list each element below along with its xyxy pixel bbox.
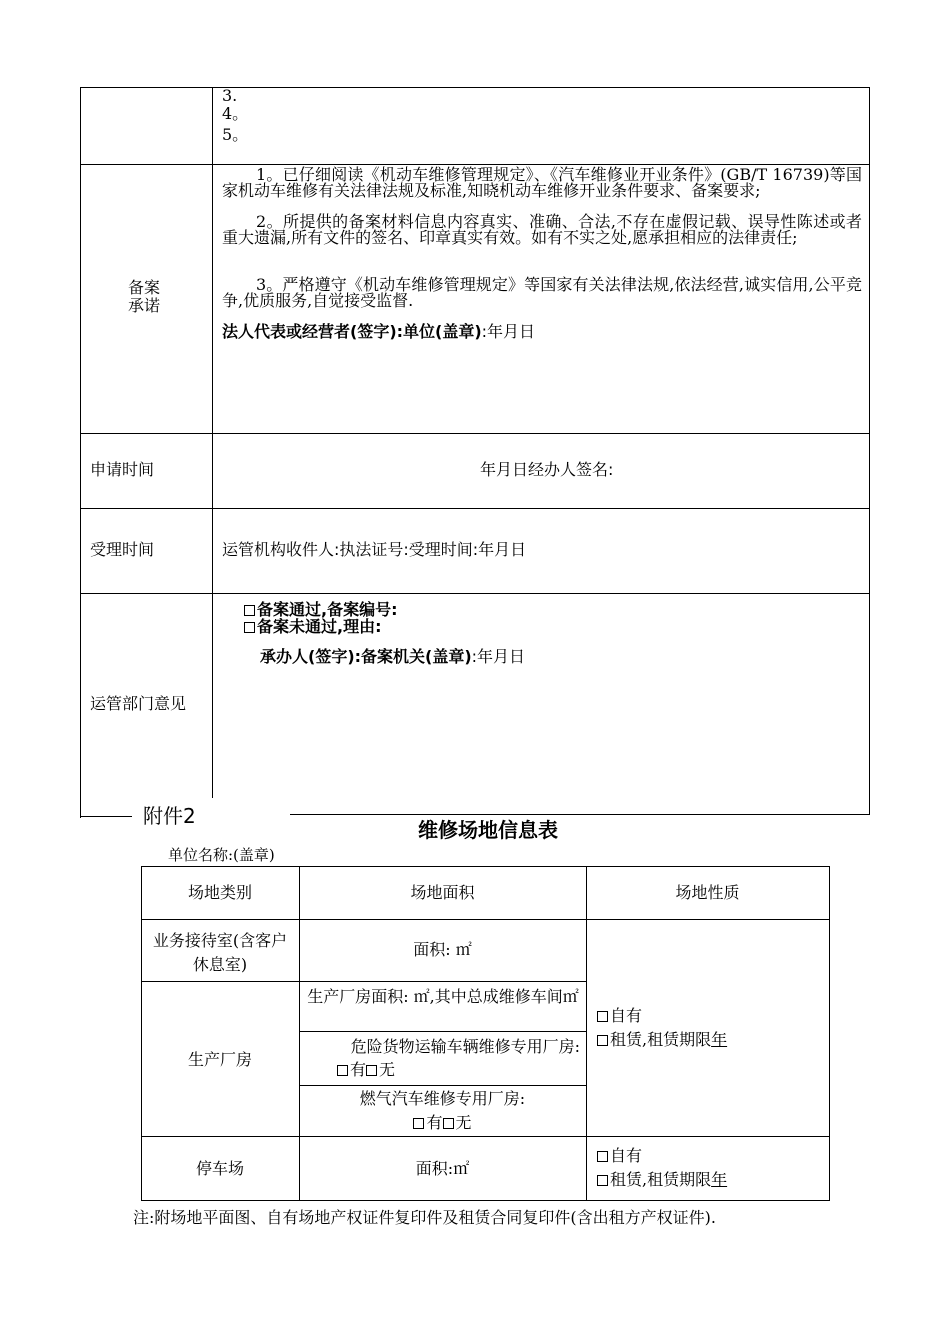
parking-lease-option[interactable] bbox=[597, 1171, 727, 1189]
option-label: 备案未通过,理由: bbox=[257, 617, 382, 636]
checkbox[interactable] bbox=[597, 1175, 608, 1186]
apply-time-label: 申请时间 bbox=[90, 460, 155, 479]
option-label: 租赁,租赁期限 bbox=[610, 1170, 712, 1189]
list-item: 4。 bbox=[222, 104, 249, 123]
checkbox[interactable] bbox=[337, 1065, 348, 1076]
promise-item: 1。已仔细阅读《机动车维修管理规定》、《汽车维修业开业条件》(GB/T 16739)等国家机动车维修有关法律法规及标准,知晓机动车维修开业条件要求、备案要求; bbox=[222, 165, 862, 200]
table-border bbox=[299, 866, 300, 1201]
checkbox[interactable] bbox=[597, 1035, 608, 1046]
table-border bbox=[141, 1200, 830, 1201]
column-header: 场地类别 bbox=[187, 883, 252, 902]
table-border bbox=[80, 593, 870, 594]
signature-bold: 承办人(签字):备案机关(盖章) bbox=[260, 647, 472, 666]
option-label: 有 bbox=[426, 1113, 443, 1132]
nature-own-option[interactable] bbox=[597, 1007, 642, 1025]
hazmat-text: 危险货物运输车辆维修专用厂房: bbox=[350, 1037, 580, 1056]
table-border bbox=[141, 866, 830, 867]
lease-year: 年 bbox=[711, 1170, 728, 1189]
list-item: 5。 bbox=[222, 125, 249, 144]
promise-item: 3。严格遵守《机动车维修管理规定》等国家有关法律法规,依法经营,诚实信用,公平竞争,优质服务,自觉接受监督. bbox=[222, 275, 862, 310]
nature-lease-option[interactable] bbox=[597, 1031, 727, 1049]
checkbox[interactable] bbox=[244, 622, 255, 633]
table-border bbox=[586, 866, 587, 1201]
table-border bbox=[80, 816, 132, 817]
checkbox[interactable] bbox=[366, 1065, 377, 1076]
table-border bbox=[212, 87, 213, 798]
table-border bbox=[869, 87, 870, 815]
option-label: 有 bbox=[350, 1060, 367, 1079]
checkbox[interactable] bbox=[443, 1118, 454, 1129]
checkbox[interactable] bbox=[597, 1151, 608, 1162]
gas-text: 燃气汽车维修专用厂房: bbox=[359, 1089, 526, 1108]
promise-label: 备案 bbox=[128, 278, 161, 297]
opinion-pass-option[interactable] bbox=[244, 602, 397, 618]
hazmat-options bbox=[337, 1061, 395, 1079]
gas-options bbox=[299, 1114, 586, 1132]
workshop-area: 生产厂房面积: ㎡,其中总成维修车间㎡ bbox=[307, 987, 579, 1006]
checkbox[interactable] bbox=[597, 1011, 608, 1022]
page-title: 维修场地信息表 bbox=[418, 818, 558, 842]
promise-label: 承诺 bbox=[128, 296, 161, 315]
option-label: 无 bbox=[455, 1113, 472, 1132]
table-border bbox=[141, 919, 830, 920]
option-label: 无 bbox=[379, 1060, 396, 1079]
checkbox[interactable] bbox=[244, 605, 255, 616]
accept-time-label: 受理时间 bbox=[90, 540, 155, 559]
accept-time-value: 运管机构收件人:执法证号:受理时间:年月日 bbox=[222, 540, 527, 559]
option-label: 租赁,租赁期限 bbox=[610, 1030, 712, 1049]
checkbox[interactable] bbox=[413, 1118, 424, 1129]
promise-item: 2。所提供的备案材料信息内容真实、准确、合法,不存在虚假记载、误导性陈述或者重大遗漏,所有文件的签名、印章真实有效。如有不实之处,愿承担相应的法律责任; bbox=[222, 212, 862, 247]
column-header: 场地性质 bbox=[675, 883, 740, 902]
table-border bbox=[141, 866, 142, 1201]
column-header: 场地面积 bbox=[410, 883, 475, 902]
unit-name-label: 单位名称:(盖章) bbox=[168, 846, 275, 864]
opinion-label: 运管部门意见 bbox=[90, 694, 187, 713]
reception-area: 面积: ㎡ bbox=[413, 940, 472, 959]
table-border bbox=[829, 866, 830, 1201]
option-label: 自有 bbox=[610, 1146, 643, 1165]
table-border bbox=[80, 508, 870, 509]
table-border bbox=[290, 814, 870, 815]
reception-label: 业务接待室(含客户休息室) bbox=[152, 931, 288, 974]
workshop-label: 生产厂房 bbox=[187, 1050, 252, 1069]
footnote: 注:附场地平面图、自有场地产权证件复印件及租赁合同复印件(含出租方产权证件). bbox=[133, 1208, 716, 1227]
lease-year: 年 bbox=[711, 1030, 728, 1049]
parking-own-option[interactable] bbox=[597, 1147, 642, 1165]
apply-time-value: 年月日经办人签名: bbox=[480, 460, 614, 479]
signature-bold: 法人代表或经营者(签字):单位(盖章) bbox=[222, 322, 482, 341]
opinion-fail-option[interactable] bbox=[244, 619, 381, 635]
option-label: 备案通过,备案编号: bbox=[257, 600, 398, 619]
table-border bbox=[80, 433, 870, 434]
table-border bbox=[299, 1085, 587, 1086]
option-label: 自有 bbox=[610, 1006, 643, 1025]
parking-area: 面积:㎡ bbox=[415, 1159, 470, 1178]
table-border bbox=[80, 87, 81, 818]
promise-signature bbox=[222, 323, 535, 341]
signature-date: :年月日 bbox=[471, 647, 526, 666]
attachment-label: 附件2 bbox=[143, 804, 196, 828]
parking-label: 停车场 bbox=[195, 1159, 244, 1178]
table-border bbox=[299, 1031, 587, 1032]
signature-date: :年月日 bbox=[481, 322, 536, 341]
table-border bbox=[80, 87, 870, 88]
table-border bbox=[141, 1136, 830, 1137]
list-item: 3. bbox=[222, 86, 238, 105]
opinion-signature bbox=[260, 648, 525, 666]
table-border bbox=[141, 981, 587, 982]
